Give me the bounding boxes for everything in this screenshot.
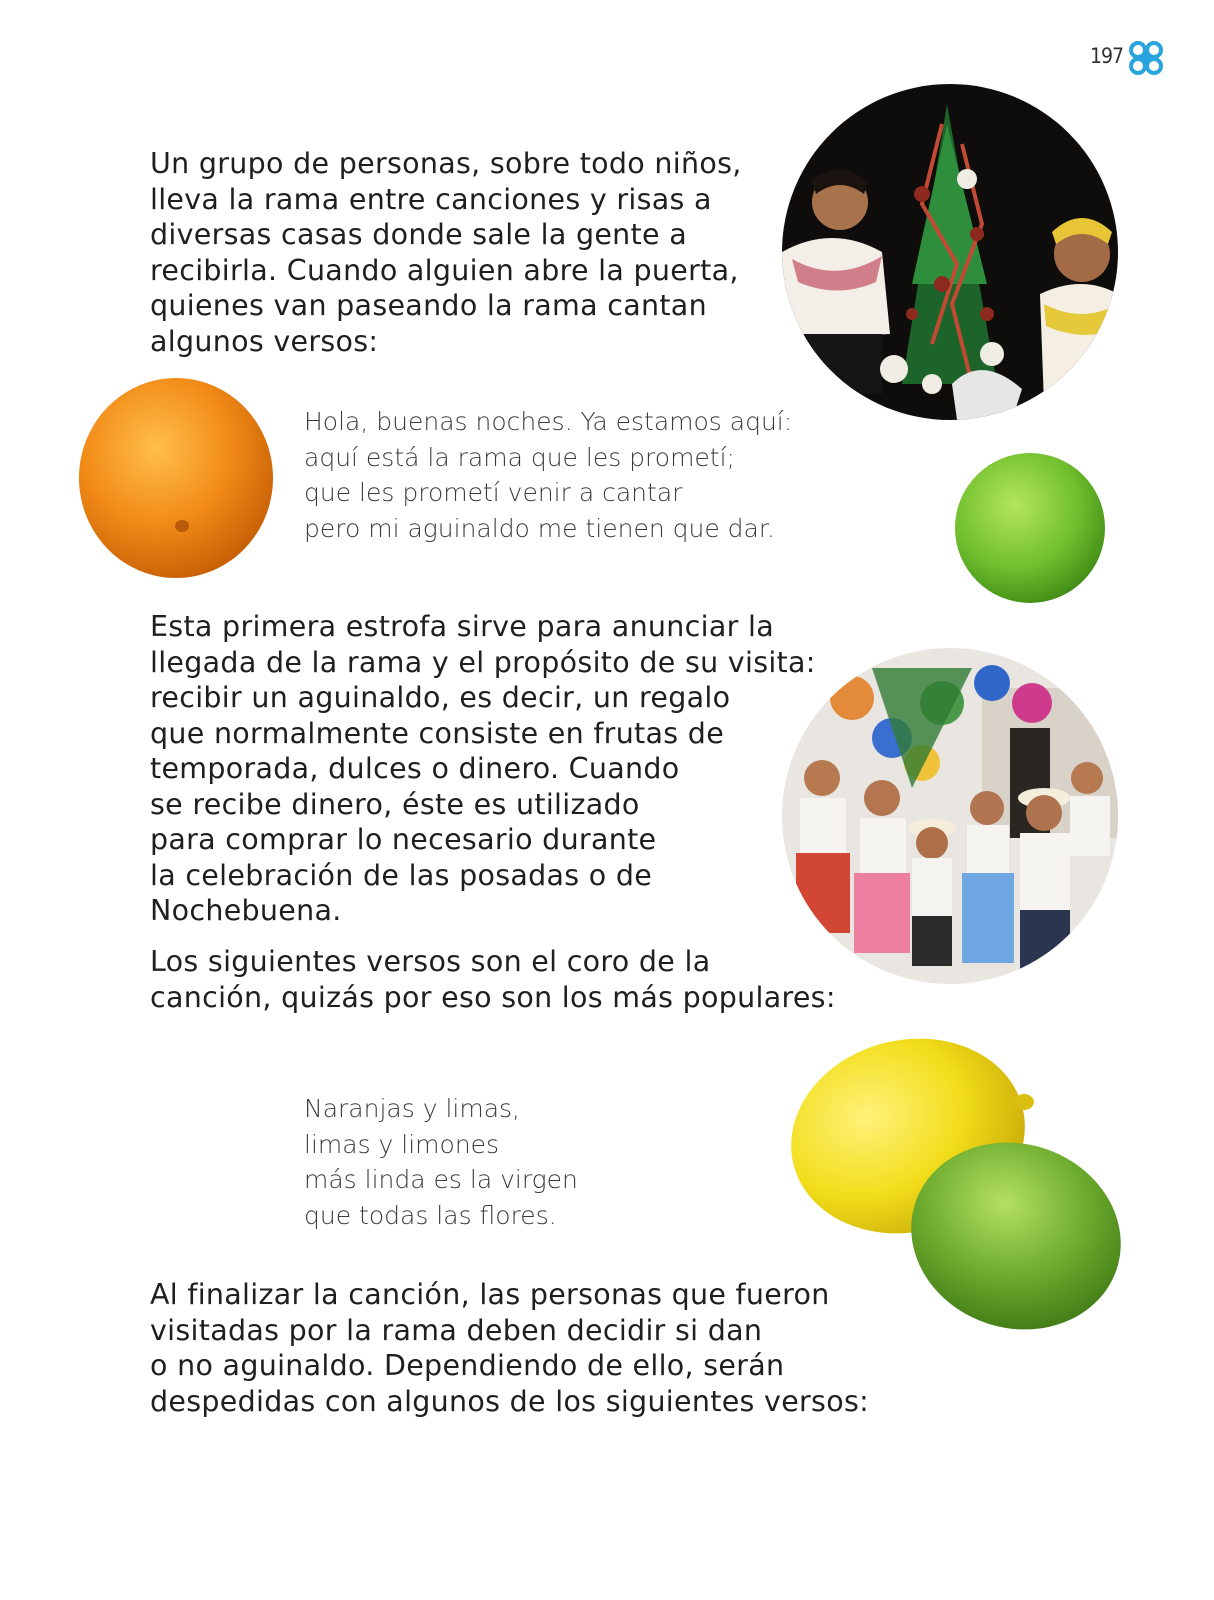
verse-greeting [304, 404, 792, 546]
paragraph-farewell [150, 1277, 869, 1419]
text-line: temporada, dulces o dinero. Cuando [150, 752, 680, 785]
text-line: canción, quizás por eso son los más populares: [150, 980, 836, 1014]
text-line: algunos versos: [150, 324, 379, 358]
text-line: quienes van paseando la rama cantan [150, 289, 707, 322]
lime-fruit-image [952, 450, 1108, 606]
text-line: para comprar lo necesario durante [150, 823, 657, 856]
verse-line: aquí está la rama que les prometí; [304, 442, 735, 472]
paragraph-intro [150, 146, 742, 359]
verse-line: que les prometí venir a cantar [304, 478, 683, 507]
text-line: Al finalizar la canción, las personas que fueron [150, 1278, 830, 1311]
quatrefoil-icon [1126, 38, 1166, 78]
text-line: o no aguinaldo. Dependiendo de ello, serán [150, 1349, 785, 1382]
photo-women-with-rama [782, 84, 1118, 420]
page-number: 197 [1090, 44, 1124, 68]
verse-line: limas y limones [304, 1129, 500, 1159]
text-line: despedidas con algunos de los siguientes versos: [150, 1384, 869, 1418]
text-line: Nochebuena. [150, 894, 342, 927]
verse-line: que todas las flores. [304, 1200, 557, 1230]
paragraph-chorus-intro [150, 944, 836, 1015]
text-line: recibir un aguinaldo, es decir, un regalo [150, 681, 731, 714]
photo-children-group [782, 648, 1118, 984]
text-line: llegada de la rama y el propósito de su visita: [150, 645, 816, 679]
orange-fruit-image [76, 372, 276, 582]
text-line: diversas casas donde sale la gente a [150, 218, 687, 251]
text-line: se recibe dinero, éste es utilizado [150, 787, 640, 821]
text-line: Esta primera estrofa sirve para anunciar la [150, 610, 774, 643]
text-line: Un grupo de personas, sobre todo niños, [150, 147, 742, 180]
text-line: recibirla. Cuando alguien abre la puerta, [150, 253, 739, 287]
verse-chorus [304, 1091, 578, 1233]
text-line: lleva la rama entre canciones y risas a [150, 182, 712, 216]
text-line: que normalmente consiste en frutas de [150, 716, 725, 750]
verse-line: pero mi aguinaldo me tienen que dar. [304, 513, 775, 543]
paragraph-first-stanza [150, 609, 816, 929]
verse-line: Naranjas y limas, [304, 1094, 520, 1123]
text-line: visitadas por la rama deben decidir si dan [150, 1313, 763, 1347]
text-line: Los siguientes versos son el coro de la [150, 945, 711, 978]
text-line: la celebración de las posadas o de [150, 858, 653, 892]
verse-line: más linda es la virgen [304, 1165, 578, 1194]
verse-line: Hola, buenas noches. Ya estamos aquí: [304, 407, 793, 436]
